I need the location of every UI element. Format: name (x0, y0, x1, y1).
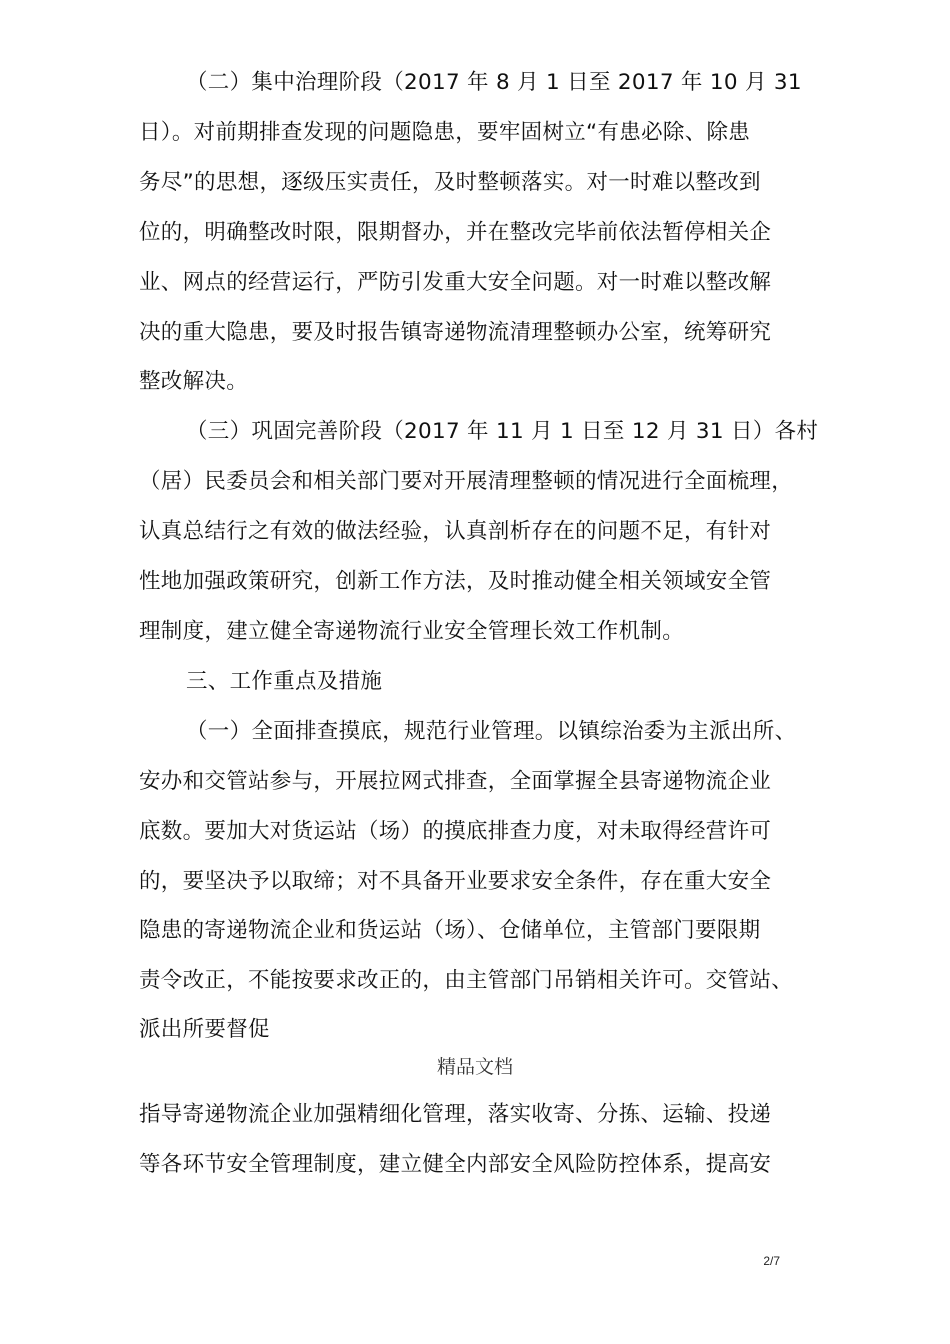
paragraph-line: 业、网点的经营运行，严防引发重大安全问题。对一时难以整改解 (139, 270, 772, 295)
paragraph-line: （一）全面排查摸底，规范行业管理。以镇综治委为主派出所、 (186, 719, 797, 744)
paragraph-line: 的，要坚决予以取缔；对不具备开业要求安全条件，存在重大安全 (139, 869, 772, 894)
paragraph-line: 日）。对前期排查发现的问题隐患，要牢固树立“有患必除、除患 (139, 120, 751, 145)
paragraph-line: 指导寄递物流企业加强精细化管理，落实收寄、分拣、运输、投递 (139, 1102, 772, 1127)
paragraph-line: 安办和交管站参与，开展拉网式排查，全面掌握全县寄递物流企业 (139, 769, 772, 794)
paragraph-line: 底数。要加大对货运站（场）的摸底排查力度，对未取得经营许可 (139, 819, 772, 844)
watermark-label: 精品文档 (436, 1056, 513, 1078)
page-number: 2/7 (763, 1254, 780, 1268)
paragraph-line: 等各环节安全管理制度，建立健全内部安全风险防控体系，提高安 (139, 1152, 772, 1177)
paragraph-line: 隐患的寄递物流企业和货运站（场）、仓储单位，主管部门要限期 (139, 918, 761, 943)
paragraph-line: （三）巩固完善阶段（2017 年 11 月 1 日至 12 月 31 日）各村 (186, 419, 819, 444)
paragraph-line: 位的，明确整改时限，限期督办，并在整改完毕前依法暂停相关企 (139, 220, 772, 245)
paragraph-line: （居）民委员会和相关部门要对开展清理整顿的情况进行全面梳理， (139, 469, 794, 494)
paragraph-line: 理制度，建立健全寄递物流行业安全管理长效工作机制。 (139, 619, 685, 644)
paragraph-line: 性地加强政策研究，创新工作方法，及时推动健全相关领域安全管 (139, 569, 772, 594)
section-heading: 三、工作重点及措施 (186, 669, 383, 694)
paragraph-line: 认真总结行之有效的做法经验，认真剖析存在的问题不足，有针对 (139, 519, 772, 544)
paragraph-line: 决的重大隐患，要及时报告镇寄递物流清理整顿办公室，统筹研究 (139, 320, 772, 345)
paragraph-line: 责令改正，不能按要求改正的，由主管部门吊销相关许可。交管站、 (139, 968, 794, 993)
paragraph-line: 务尽”的思想，逐级压实责任，及时整顿落实。对一时难以整改到 (139, 170, 761, 195)
paragraph-line: 整改解决。 (139, 369, 249, 394)
paragraph-line: 派出所要督促 (139, 1017, 270, 1042)
paragraph-line: （二）集中治理阶段（2017 年 8 月 1 日至 2017 年 10 月 31 (186, 70, 802, 95)
